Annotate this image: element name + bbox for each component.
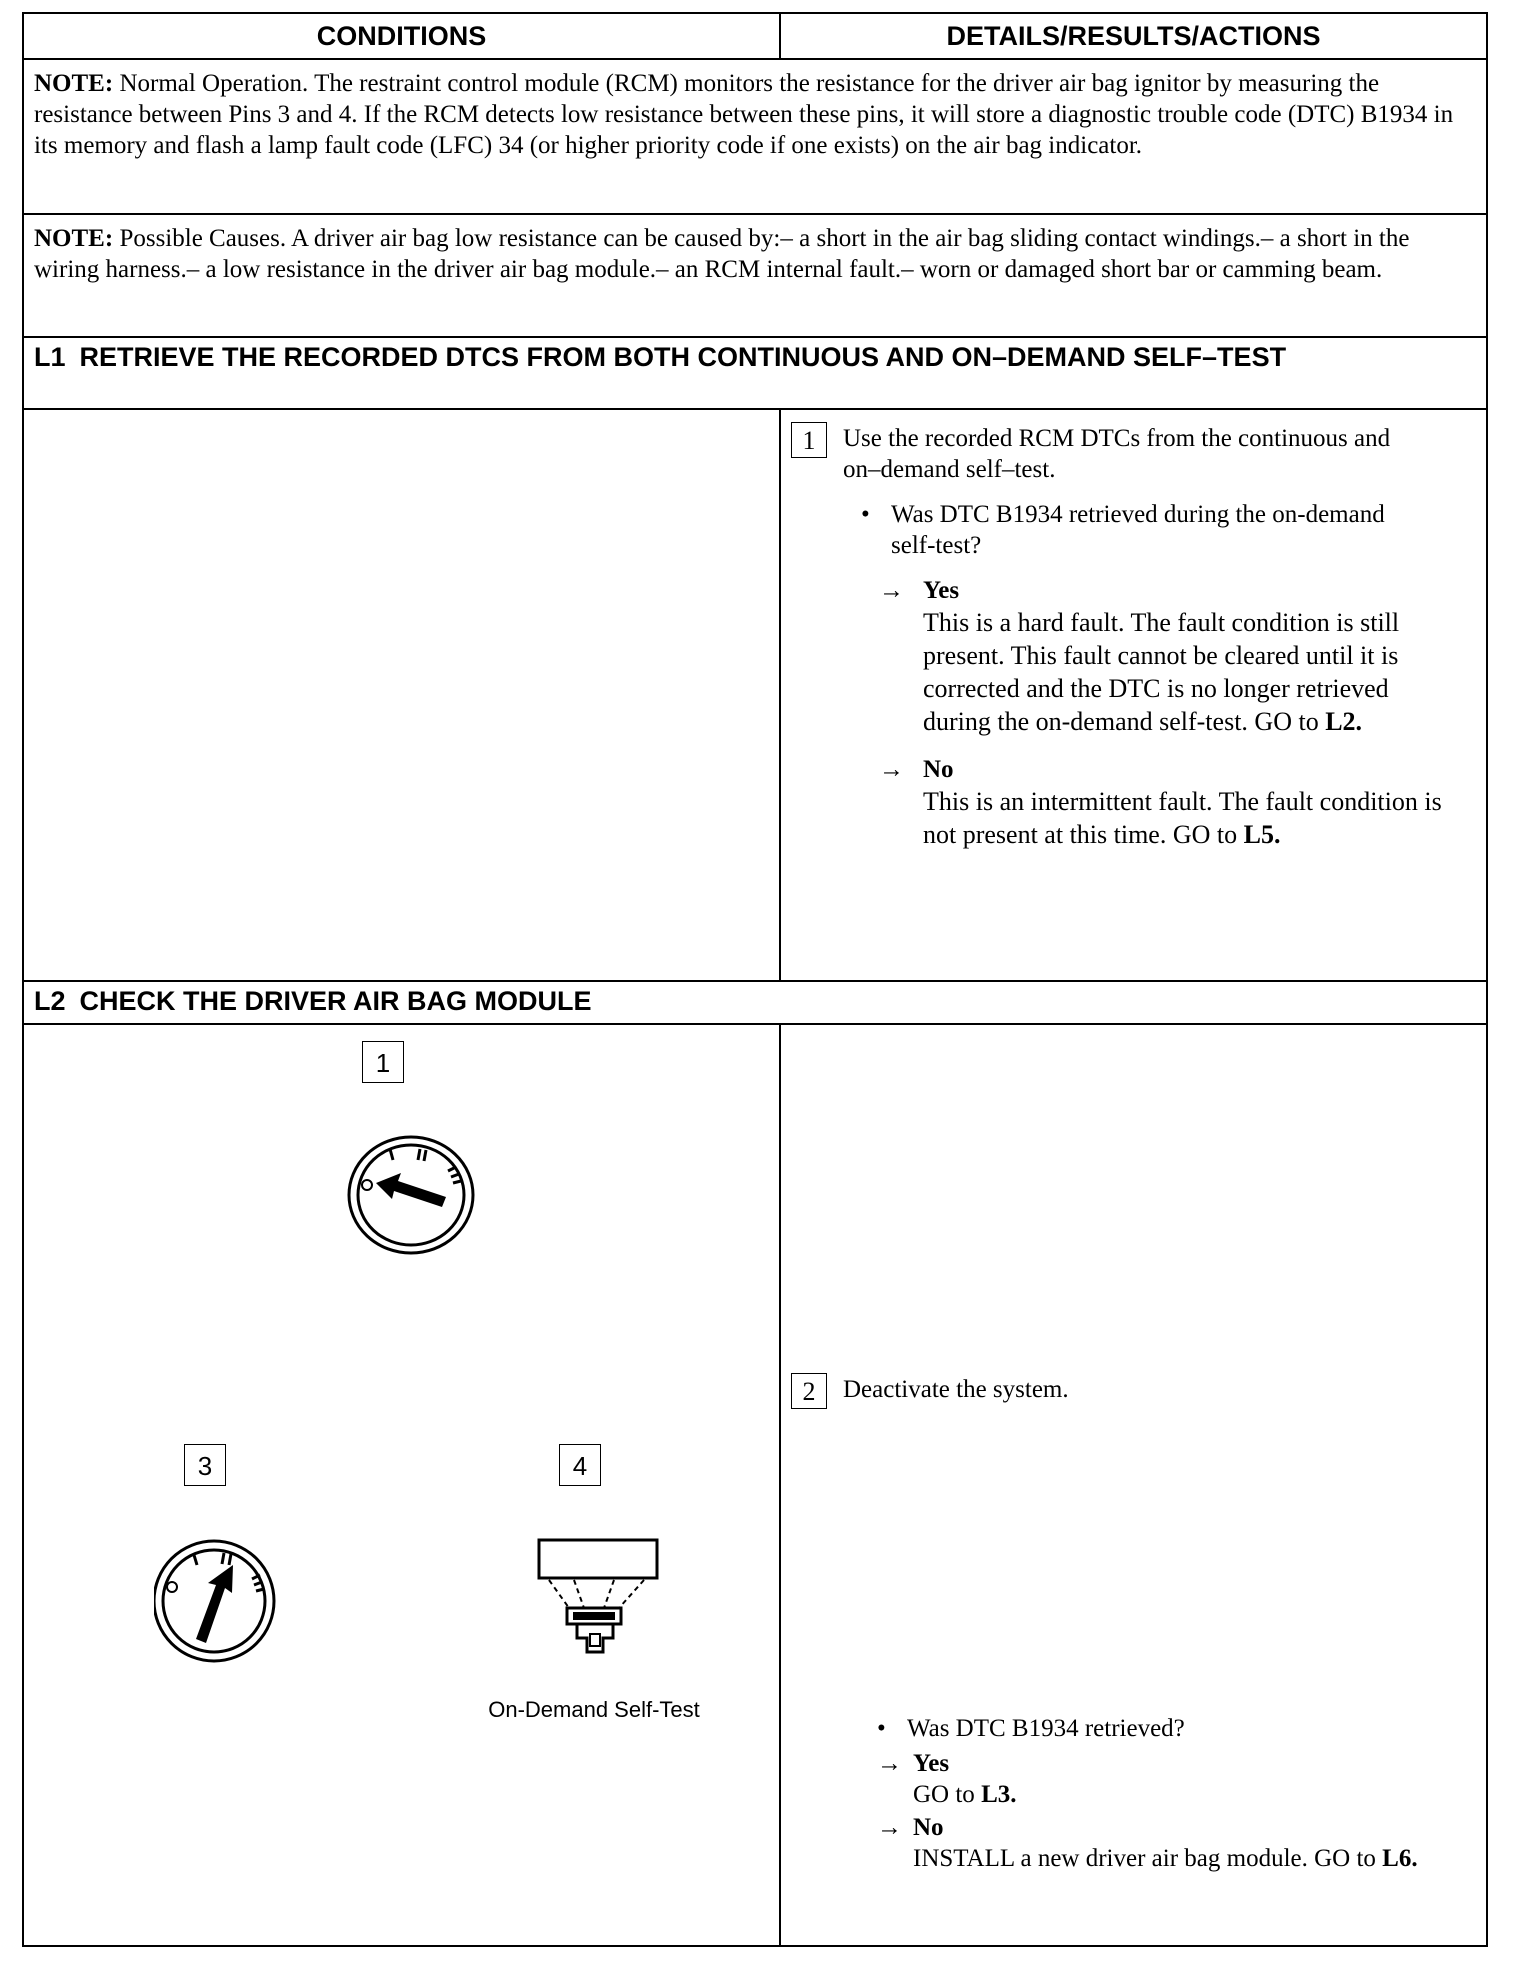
note-row-1: [23, 59, 1487, 214]
yes-text: GO to: [913, 1781, 982, 1808]
header-row: [23, 13, 1487, 59]
figure-callout-1: 1: [362, 1041, 404, 1083]
yes-text: This is a hard fault. The fault condition is still present. This fault cannot be cleared until it is corrected and the DTC is no longer retrieved during the on-demand self-test. GO to: [923, 608, 1400, 736]
no-text-block: [923, 785, 1463, 851]
l1-header-row: [23, 337, 1487, 409]
diagnostic-page: [22, 12, 1486, 1962]
step-number-box: 2: [791, 1373, 827, 1409]
header-details: DETAILS/RESULTS/ACTIONS: [780, 13, 1487, 59]
question-text: Was DTC B1934 retrieved during the on-demand self-test?: [891, 501, 1385, 559]
yes-text-block: [923, 606, 1463, 738]
l1-conditions-cell: [23, 409, 780, 981]
figure-caption: On-Demand Self-Test: [488, 1697, 700, 1722]
arrow-right-icon: →: [879, 577, 904, 604]
note-normal-operation: [23, 59, 1487, 214]
no-label: No: [923, 756, 954, 783]
l1-no-branch: [879, 754, 1476, 851]
no-text-block: [913, 1843, 1433, 1874]
l1-step-header: [23, 337, 1487, 409]
arrow-right-icon: →: [879, 756, 904, 783]
l2-step-2: [791, 1373, 1403, 1409]
l2-details-cell: [780, 1024, 1487, 1946]
l2-conditions-cell: [23, 1024, 780, 1946]
l2-illustration: [24, 1025, 779, 1945]
yes-ref-link[interactable]: L3.: [981, 1781, 1017, 1808]
l1-step-1: [791, 422, 1476, 485]
note-text: Possible Causes. A driver air bag low resistance can be caused by:– a short in the air bag sliding contact windings.– a short in the wiring harness.– a low resistance in the driver air bag module.– an RCM internal fault.– worn or damaged short bar or camming beam.: [34, 225, 1410, 283]
note-row-2: [23, 214, 1487, 337]
ignition-key-off-icon: [346, 1135, 496, 1255]
yes-label: Yes: [913, 1750, 950, 1777]
figure-callout-3: 3: [184, 1444, 226, 1486]
l1-question: [861, 499, 1476, 561]
step-text: Deactivate the system.: [843, 1376, 1069, 1403]
l2-question-block: [877, 1713, 1477, 1874]
yes-text-block: [913, 1779, 1477, 1810]
step-code: L2: [34, 986, 66, 1016]
step-text: Use the recorded RCM DTCs from the continuous and on–demand self–test.: [843, 425, 1391, 483]
l2-step-header: [23, 981, 1487, 1024]
no-label: No: [913, 1814, 944, 1841]
l1-details-cell: [780, 409, 1487, 981]
note-label: NOTE:: [34, 70, 114, 97]
arrow-right-icon: →: [877, 1814, 902, 1841]
l1-yes-branch: [879, 575, 1476, 738]
step-title: RETRIEVE THE RECORDED DTCS FROM BOTH CONTINUOUS AND ON–DEMAND SELF–TEST: [79, 342, 1287, 372]
no-ref-link[interactable]: L6.: [1382, 1845, 1418, 1872]
diagnostic-table: [22, 12, 1488, 1947]
step-number-box: 1: [791, 422, 827, 458]
l2-no-branch: [877, 1812, 1477, 1874]
arrow-right-icon: →: [877, 1750, 902, 1777]
l2-question: [877, 1713, 1477, 1744]
ignition-key-run-icon: [154, 1535, 304, 1665]
step-code: L1: [34, 342, 66, 372]
note-label: NOTE:: [34, 225, 114, 252]
bullet-icon: •: [877, 1715, 886, 1742]
figure-callout-4: 4: [559, 1444, 601, 1486]
note-possible-causes: [23, 214, 1487, 337]
yes-label: Yes: [923, 577, 960, 604]
l2-content-row: [23, 1024, 1487, 1946]
no-ref-link[interactable]: L5.: [1243, 820, 1281, 849]
no-text: This is an intermittent fault. The fault condition is not present at this time. GO to: [923, 787, 1442, 849]
l1-content-row: [23, 409, 1487, 981]
l2-yes-branch: [877, 1748, 1477, 1810]
l2-header-row: [23, 981, 1487, 1024]
question-text: Was DTC B1934 retrieved?: [907, 1715, 1185, 1742]
scan-tool-icon: [529, 1530, 659, 1670]
bullet-icon: •: [861, 501, 870, 528]
no-text: INSTALL a new driver air bag module. GO to: [913, 1845, 1383, 1872]
step-title: CHECK THE DRIVER AIR BAG MODULE: [79, 986, 592, 1016]
header-conditions: CONDITIONS: [23, 13, 780, 59]
note-text: Normal Operation. The restraint control module (RCM) monitors the resistance for the driver air bag ignitor by measuring the resistance between Pins 3 and 4. If the RCM detects low resistance between these pins, it will store a diagnostic trouble code (DTC) B1934 in its memory and flash a lamp fault code (LFC) 34 (or higher priority code if one exists) on the air bag indicator.: [34, 70, 1454, 159]
yes-ref-link[interactable]: L2.: [1325, 707, 1363, 736]
